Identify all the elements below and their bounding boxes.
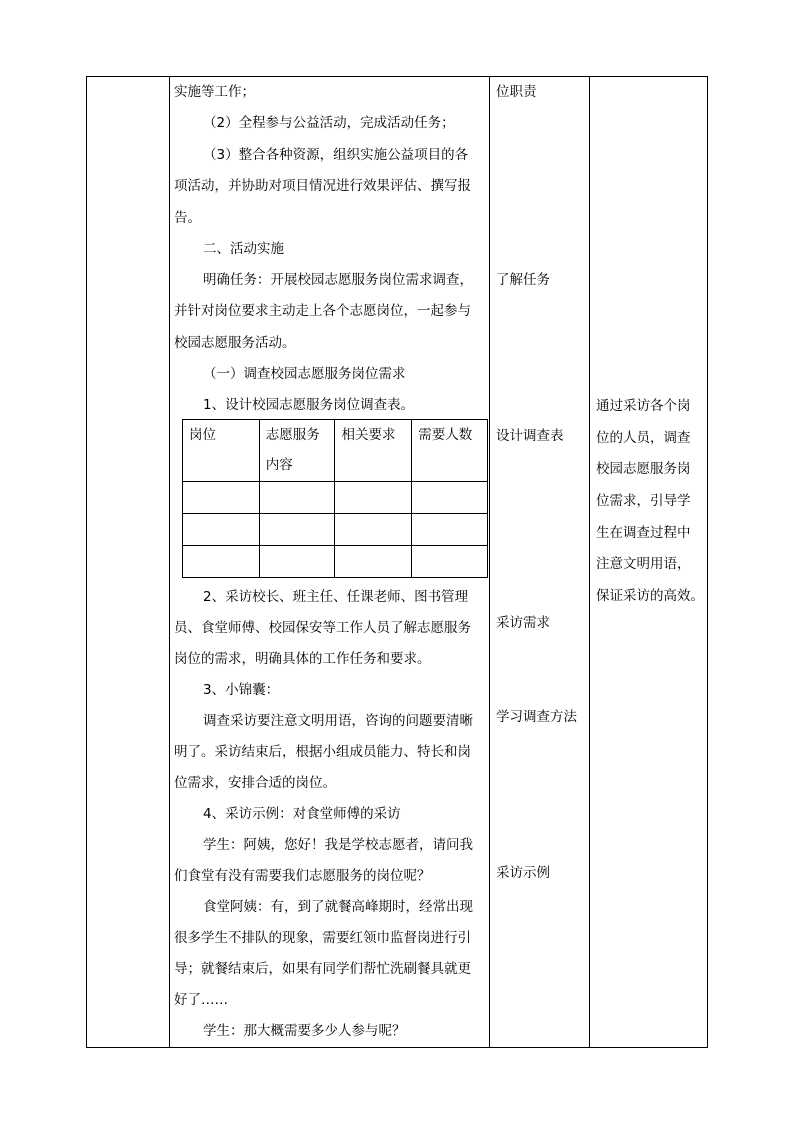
main-line: 2、采访校长、班主任、任课老师、图书管理	[203, 589, 469, 605]
main-line: 食堂阿姨：有，到了就餐高峰期时，经常出现	[203, 899, 473, 915]
main-line: 学生：阿姨，您好！我是学校志愿者，请问我	[203, 837, 473, 853]
survey-header-line2: 内容	[265, 457, 293, 473]
activity-label: 采访需求	[496, 615, 550, 631]
main-line: 们食堂有没有需要我们志愿服务的岗位呢？	[174, 868, 431, 884]
main-line: 实施等工作；	[174, 84, 255, 100]
table-row	[183, 546, 488, 578]
survey-table	[182, 419, 488, 578]
survey-header: 岗位	[189, 427, 216, 443]
survey-header: 相关要求	[341, 427, 396, 443]
main-line: 导；就餐结束后，如果有同学们帮忙洗刷餐具就更	[174, 961, 471, 977]
activity-label: 采访示例	[496, 865, 550, 881]
main-line: （2）全程参与公益活动，完成活动任务；	[203, 115, 455, 131]
intent-line: 位需求，引导学	[596, 493, 691, 510]
main-line: 调查采访要注意文明用语，咨询的问题要清晰	[203, 713, 473, 729]
intent-line: 注意文明用语，	[596, 556, 691, 573]
column-divider	[169, 77, 170, 1047]
intent-line: 生在调查过程中	[596, 524, 691, 541]
column-divider	[489, 77, 490, 1047]
activity-label: 学习调查方法	[496, 709, 577, 725]
main-line: 并针对岗位要求主动走上各个志愿岗位，一起参与	[174, 303, 471, 319]
activity-label: 设计调查表	[496, 428, 564, 444]
main-line: 1、设计校园志愿服务岗位调查表。	[203, 397, 415, 413]
main-line: （一）调查校园志愿服务岗位需求	[203, 366, 406, 382]
column-divider	[589, 77, 590, 1047]
main-line: 校园志愿服务活动。	[174, 335, 296, 351]
main-line: 明了。采访结束后，根据小组成员能力、特长和岗	[174, 744, 471, 760]
main-line: 岗位的需求，明确具体的工作任务和要求。	[174, 651, 431, 667]
main-line: 项活动，并协助对项目情况进行效果评估、撰写报	[174, 178, 471, 194]
activity-label: 了解任务	[496, 272, 550, 288]
intent-line: 位的人员，调查	[596, 429, 691, 446]
intent-line: 通过采访各个岗	[596, 398, 691, 414]
design-intent	[596, 391, 704, 613]
table-row	[183, 482, 488, 514]
main-line: （3）整合各种资源，组织实施公益项目的各	[203, 147, 469, 163]
survey-header: 需要人数	[418, 427, 473, 443]
activity-label: 位职责	[496, 84, 537, 100]
table-row	[183, 514, 488, 546]
main-line: 告。	[174, 210, 201, 226]
main-line: 很多学生不排队的现象，需要红领巾监督岗进行引	[174, 930, 471, 946]
main-line: 明确任务：开展校园志愿服务岗位需求调查，	[203, 272, 473, 288]
main-line: 学生：那大概需要多少人参与呢？	[203, 1023, 406, 1039]
main-line: 3、小锦囊：	[203, 682, 280, 698]
intent-line: 保证采访的高效。	[596, 588, 704, 605]
main-line: 二、活动实施	[203, 241, 284, 257]
main-line: 位需求，安排合适的岗位。	[174, 775, 336, 791]
intent-line: 校园志愿服务岗	[596, 461, 691, 478]
survey-header: 志愿服务	[265, 427, 320, 443]
main-line: 4、采访示例：对食堂师傅的采访	[203, 806, 401, 822]
main-line: 好了……	[174, 992, 228, 1008]
main-line: 员、食堂师傅、校园保安等工作人员了解志愿服务	[174, 620, 471, 636]
